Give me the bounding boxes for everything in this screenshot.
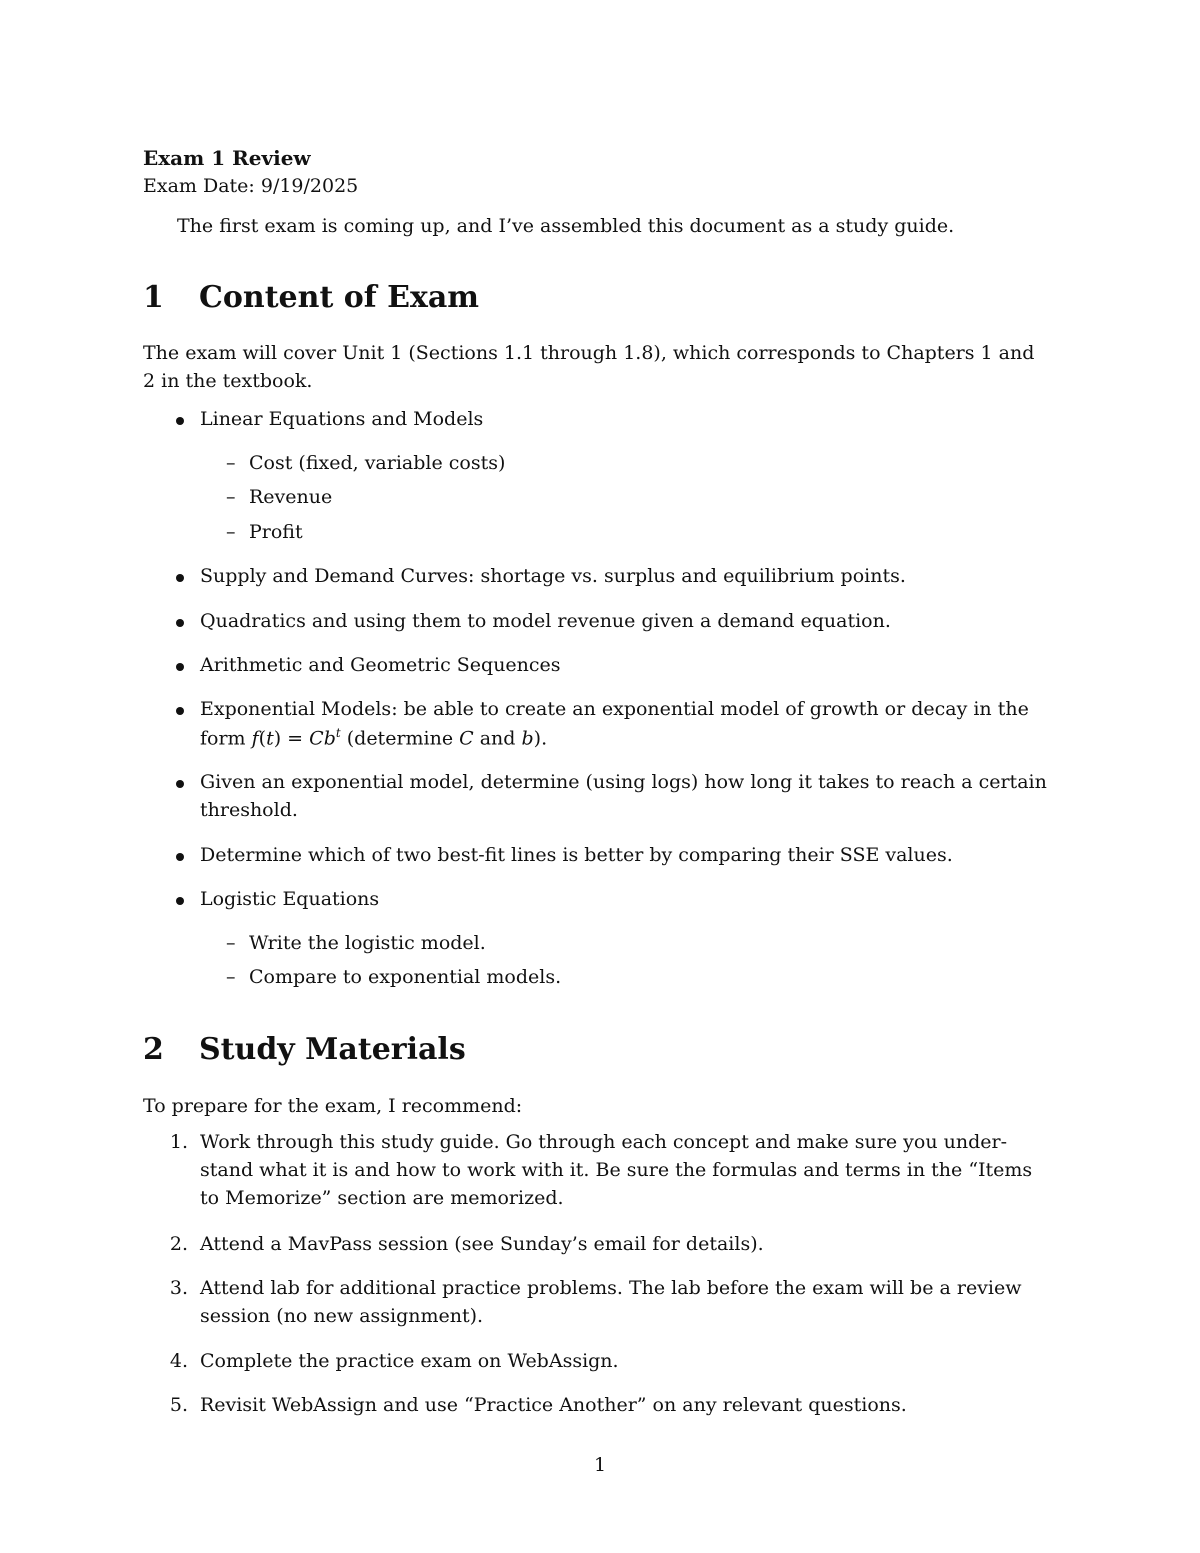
- bullet-icon: [176, 897, 184, 905]
- section-heading-study: [143, 1032, 466, 1067]
- dash-icon: –: [226, 486, 236, 508]
- enum-number: 3.: [169, 1277, 188, 1299]
- sub-list-item: Cost (fixed, variable costs): [249, 452, 506, 474]
- math-exponent: t: [335, 726, 341, 740]
- enum-item-line: Complete the practice exam on WebAssign.: [200, 1350, 619, 1372]
- exam-date: Exam Date: 9/19/2025: [143, 175, 359, 197]
- section-heading-content: [143, 280, 479, 315]
- intro-paragraph: The first exam is coming up, and I’ve assembled this document as a study guide.: [177, 215, 955, 237]
- bullet-icon: [176, 853, 184, 861]
- list-item: Quadratics and using them to model revenue given a demand equation.: [200, 610, 891, 632]
- text-span: and: [473, 727, 522, 750]
- section-title: Content of Exam: [199, 280, 480, 315]
- enum-item-line: Attend lab for additional practice problems. The lab before the exam will be a review: [200, 1277, 1022, 1299]
- text-span: form: [200, 727, 252, 750]
- enum-item-line: Work through this study guide. Go through each concept and make sure you under-: [200, 1131, 1007, 1153]
- list-item-line: Given an exponential model, determine (using logs) how long it takes to reach a certain: [200, 771, 1047, 793]
- document-title: Exam 1 Review: [143, 146, 311, 170]
- math-var: f: [251, 727, 259, 750]
- list-item: Linear Equations and Models: [200, 408, 484, 430]
- enum-item-line: Revisit WebAssign and use “Practice Another” on any relevant questions.: [200, 1394, 907, 1416]
- section1-paragraph-line: The exam will cover Unit 1 (Sections 1.1 through 1.8), which corresponds to Chapters 1 and: [143, 342, 1035, 364]
- dash-icon: –: [226, 932, 236, 954]
- math-var: t: [266, 727, 274, 750]
- list-item: Determine which of two best-fit lines is better by comparing their SSE values.: [200, 844, 953, 866]
- enum-number: 2.: [169, 1233, 188, 1255]
- enum-number: 1.: [169, 1131, 188, 1153]
- text-span: ).: [533, 727, 548, 750]
- dash-icon: –: [226, 966, 236, 988]
- math-var: b: [521, 727, 534, 750]
- section-number: 2: [143, 1032, 164, 1067]
- math-var: C: [459, 727, 474, 750]
- enum-item-line: stand what it is and how to work with it. Be sure the formulas and terms in the “Items: [200, 1159, 1033, 1181]
- dash-icon: –: [226, 521, 236, 543]
- bullet-icon: [176, 619, 184, 627]
- enum-item-line: Attend a MavPass session (see Sunday’s email for details).: [200, 1233, 764, 1255]
- sub-list-item: Write the logistic model.: [249, 932, 486, 954]
- page-number: 1: [594, 1454, 607, 1476]
- section1-paragraph-line: 2 in the textbook.: [143, 370, 313, 392]
- sub-list-item: Profit: [249, 521, 303, 543]
- bullet-icon: [176, 707, 184, 715]
- list-item-line: threshold.: [200, 799, 298, 821]
- enum-number: 4.: [169, 1350, 188, 1372]
- bullet-icon: [176, 780, 184, 788]
- sub-list-item: Revenue: [249, 486, 333, 508]
- section2-intro: To prepare for the exam, I recommend:: [143, 1095, 523, 1117]
- list-item: Supply and Demand Curves: shortage vs. surplus and equilibrium points.: [200, 565, 906, 587]
- list-item-line: form $f(t) = Cb^t$ (determine C and b).: [200, 726, 548, 750]
- dash-icon: –: [226, 452, 236, 474]
- section-title: Study Materials: [199, 1032, 466, 1067]
- list-item: Logistic Equations: [200, 888, 380, 910]
- bullet-icon: [176, 663, 184, 671]
- math-var: b: [323, 727, 336, 750]
- bullet-icon: [176, 417, 184, 425]
- enum-item-line: session (no new assignment).: [200, 1305, 484, 1327]
- math-var: C: [309, 727, 324, 750]
- list-item-line: Exponential Models: be able to create an exponential model of growth or decay in the: [200, 698, 1029, 720]
- list-item: Arithmetic and Geometric Sequences: [200, 654, 561, 676]
- enum-item-line: to Memorize” section are memorized.: [200, 1187, 564, 1209]
- bullet-icon: [176, 574, 184, 582]
- section-number: 1: [143, 280, 164, 315]
- sub-list-item: Compare to exponential models.: [249, 966, 562, 988]
- text-span: (determine: [340, 727, 460, 750]
- enum-number: 5.: [169, 1394, 188, 1416]
